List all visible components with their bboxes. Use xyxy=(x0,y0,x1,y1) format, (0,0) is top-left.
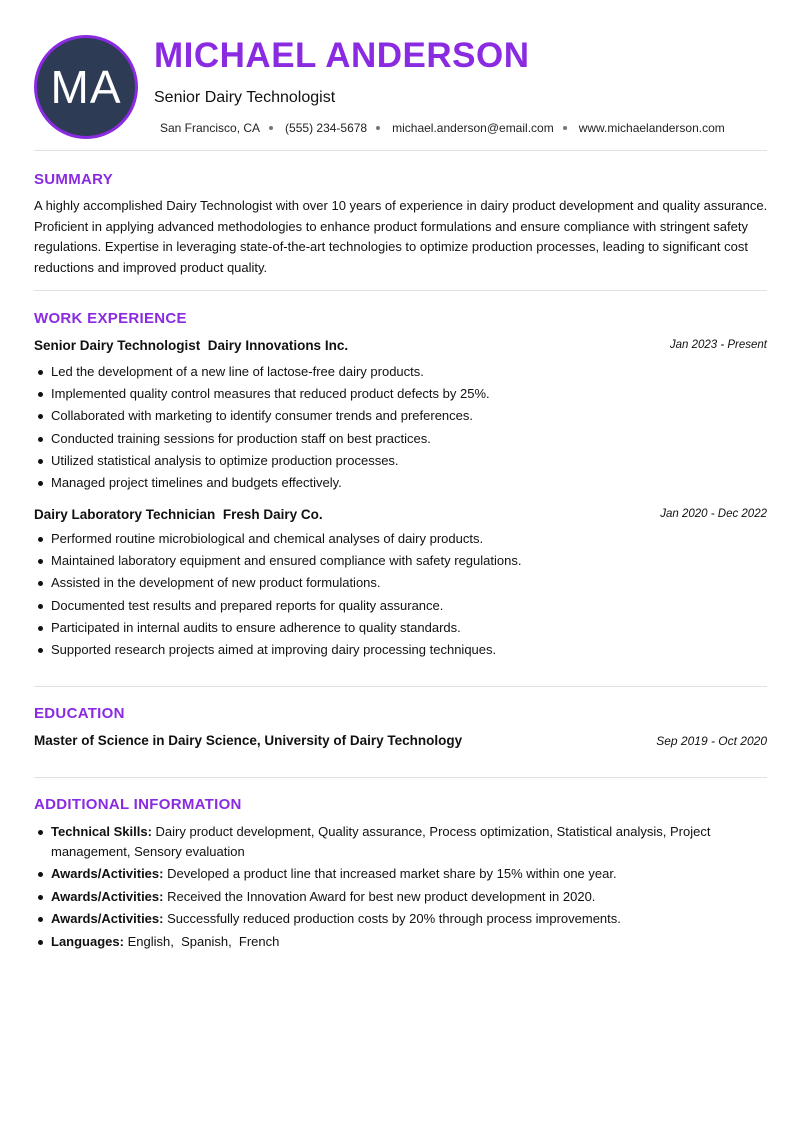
job-role: Dairy Laboratory Technician xyxy=(34,507,216,522)
job-date: Jan 2023 - Present xyxy=(669,339,767,351)
contact-website: www.michaelanderson.com xyxy=(578,121,725,135)
job-company: Fresh Dairy Co. xyxy=(222,507,323,522)
separator-dot xyxy=(376,126,380,130)
candidate-name: MICHAEL ANDERSON xyxy=(154,36,530,75)
separator-dot xyxy=(563,126,567,130)
list-item xyxy=(34,887,754,907)
job-role: Senior Dairy Technologist xyxy=(34,338,201,353)
avatar-initials: MA xyxy=(50,61,122,113)
job-company: Dairy Innovations Inc. xyxy=(207,338,349,353)
contact-location: San Francisco, CA xyxy=(160,121,261,135)
avatar xyxy=(34,35,138,139)
list-item xyxy=(34,909,754,929)
list-item: Conducted training sessions for production staff on best practices. xyxy=(34,428,767,450)
list-item: Implemented quality control measures that reduced product defects by 25%. xyxy=(34,383,767,405)
job-header xyxy=(34,338,767,356)
contact-line xyxy=(160,121,725,135)
item-label: Technical Skills: xyxy=(51,824,152,839)
job-bullets xyxy=(34,361,767,494)
divider xyxy=(34,290,767,291)
job-bullets xyxy=(34,528,767,661)
language: French xyxy=(238,933,280,949)
item-text: Received the Innovation Award for best new product development in 2020. xyxy=(167,888,596,904)
experience-heading: WORK EXPERIENCE xyxy=(34,310,187,327)
list-item xyxy=(34,822,754,861)
divider xyxy=(34,777,767,778)
additional-list xyxy=(34,822,754,954)
separator-dot xyxy=(269,126,273,130)
contact-email: michael.anderson@email.com xyxy=(392,121,554,135)
language: English xyxy=(127,933,171,949)
item-text: Dairy product development, Quality assurance, Process optimization, Statistical analysis, Project management, Sensory evaluation xyxy=(51,824,711,859)
education-degree: Master of Science in Dairy Science, University of Dairy Technology xyxy=(34,733,463,748)
list-item: Performed routine microbiological and chemical analyses of dairy products. xyxy=(34,528,767,550)
education-entry xyxy=(34,733,767,748)
item-label: Awards/Activities: xyxy=(51,911,164,926)
education-date: Sep 2019 - Oct 2020 xyxy=(656,734,767,748)
summary-heading: SUMMARY xyxy=(34,171,114,188)
list-item: Utilized statistical analysis to optimize production processes. xyxy=(34,450,767,472)
language: Spanish xyxy=(181,933,229,949)
education-heading: EDUCATION xyxy=(34,705,125,722)
item-label: Awards/Activities: xyxy=(51,866,164,881)
list-item: Managed project timelines and budgets effectively. xyxy=(34,472,767,494)
additional-heading: ADDITIONAL INFORMATION xyxy=(34,796,242,813)
languages-item: Languages: English, Spanish, French xyxy=(34,932,754,952)
list-item: Documented test results and prepared reports for quality assurance. xyxy=(34,595,767,617)
list-item: Led the development of a new line of lactose-free dairy products. xyxy=(34,361,767,383)
item-label: Awards/Activities: xyxy=(51,888,164,904)
job-date: Jan 2020 - Dec 2022 xyxy=(660,508,767,520)
list-item: Supported research projects aimed at improving dairy processing techniques. xyxy=(34,639,767,661)
list-item: Collaborated with marketing to identify consumer trends and preferences. xyxy=(34,405,767,427)
list-item: Assisted in the development of new product formulations. xyxy=(34,572,767,594)
item-text: Successfully reduced production costs by 20% through process improvements. xyxy=(167,911,621,926)
contact-phone: (555) 234-5678 xyxy=(285,121,368,135)
job-header xyxy=(34,507,767,525)
list-item xyxy=(34,864,754,884)
summary-text: A highly accomplished Dairy Technologist with over 10 years of experience in dairy product development and quality assurance. Proficient in applying advanced methodologies to enhance product formulations and ensure compliance with stringent safety regulations. Expertise in leveraging state-of-the-art technologies to optimize production processes, leading to significant cost reductions and improved product quality. xyxy=(34,198,768,275)
languages-label: Languages: xyxy=(51,933,124,949)
divider xyxy=(34,686,767,687)
list-item: Maintained laboratory equipment and ensured compliance with safety regulations. xyxy=(34,550,767,572)
divider xyxy=(34,150,767,151)
item-text: Developed a product line that increased market share by 15% within one year. xyxy=(167,866,617,881)
candidate-title: Senior Dairy Technologist xyxy=(154,89,336,106)
list-item: Participated in internal audits to ensure adherence to quality standards. xyxy=(34,617,767,639)
